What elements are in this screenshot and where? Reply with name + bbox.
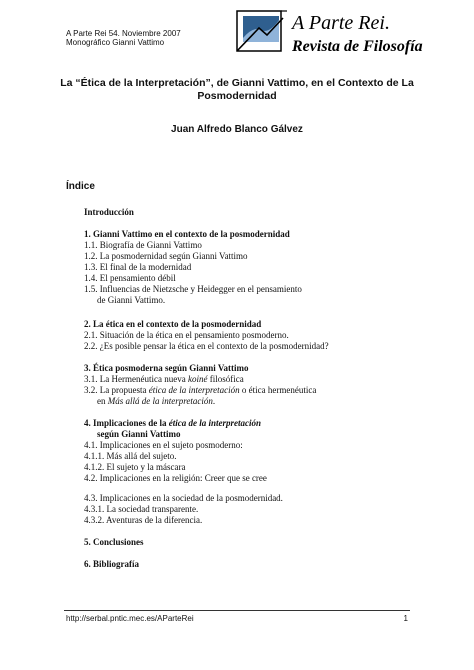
toc-item: 3.1. La Hermenéutica nueva koiné filosófica xyxy=(84,374,244,384)
toc-item-continuation: de Gianni Vattimo. xyxy=(97,295,166,305)
toc-section-1: 1. Gianni Vattimo en el contexto de la posmodernidad xyxy=(84,229,290,239)
toc-item: 2.2. ¿Es posible pensar la ética en el contexto de la posmodernidad? xyxy=(84,341,329,351)
toc-item: 4.1.1. Más allá del sujeto. xyxy=(84,451,177,461)
article-author: Juan Alfredo Blanco Gálvez xyxy=(171,124,303,135)
toc-section-5: 5. Conclusiones xyxy=(84,537,144,547)
index-heading: Índice xyxy=(66,181,95,192)
toc-item: 1.5. Influencias de Nietzsche y Heidegger en el pensamiento xyxy=(84,284,302,294)
journal-logo-line1: A Parte Rei. xyxy=(292,12,390,34)
toc-item: 1.2. La posmodernidad según Gianni Vattimo xyxy=(84,251,248,261)
toc-item: 4.2. Implicaciones en la religión: Creer que se cree xyxy=(84,473,267,483)
page-number: 1 xyxy=(403,614,408,623)
toc-section-6: 6. Bibliografía xyxy=(84,559,140,569)
toc-item: 4.1.2. El sujeto y la máscara xyxy=(84,462,186,472)
toc-item: 4.3.1. La sociedad transparente. xyxy=(84,504,199,514)
page-header-line2: Monográfico Gianni Vattimo xyxy=(66,38,165,47)
toc-section-4-continuation: según Gianni Vattimo xyxy=(97,429,181,439)
journal-logo-emblem xyxy=(233,8,289,56)
footer-url: http://serbal.pntic.mec.es/AParteRei xyxy=(66,614,194,623)
journal-logo-line2: Revista de Filosofía xyxy=(292,38,423,55)
toc-section-2: 2. La ética en el contexto de la posmodernidad xyxy=(84,319,262,329)
toc-item-continuation: en Más allá de la interpretación. xyxy=(97,396,216,406)
footer-rule xyxy=(64,610,410,611)
page-header-line1: A Parte Rei 54. Noviembre 2007 xyxy=(66,29,181,38)
toc-item: 4.3. Implicaciones en la sociedad de la posmodernidad. xyxy=(84,493,283,503)
toc-item: 3.2. La propuesta ética de la interpretación o ética hermenéutica xyxy=(84,385,317,395)
toc-intro: Introducción xyxy=(84,207,134,217)
toc-section-4: 4. Implicaciones de la ética de la interpretación xyxy=(84,418,261,428)
article-title: La “Ética de la Interpretación”, de Gianni Vattimo, en el Contexto de La Posmodernidad xyxy=(60,77,414,102)
toc-item: 4.3.2. Aventuras de la diferencia. xyxy=(84,515,203,525)
toc-item: 2.1. Situación de la ética en el pensamiento posmoderno. xyxy=(84,330,289,340)
toc-item: 1.4. El pensamiento débil xyxy=(84,273,176,283)
toc-item: 4.1. Implicaciones en el sujeto posmoderno: xyxy=(84,440,243,450)
toc-item: 1.1. Biografía de Gianni Vattimo xyxy=(84,240,202,250)
toc-item: 1.3. El final de la modernidad xyxy=(84,262,192,272)
toc-section-3: 3. Ética posmoderna según Gianni Vattimo xyxy=(84,363,249,373)
